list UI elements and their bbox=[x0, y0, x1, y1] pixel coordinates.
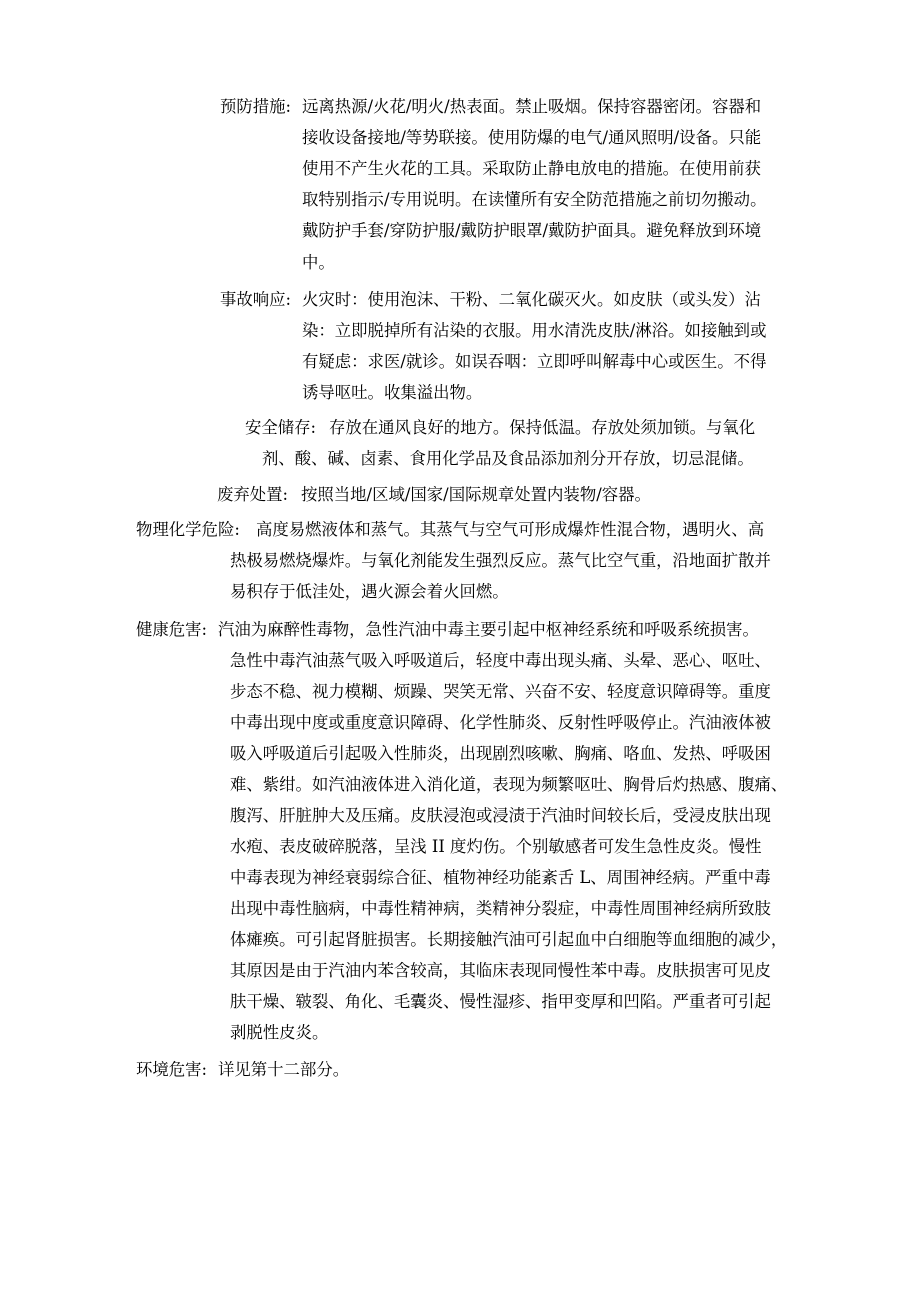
precaution-text-line: 戴防护手套/穿防护服/戴防护眼罩/戴防护面具。避免释放到环境 bbox=[302, 221, 762, 240]
health-label: 健康危害: bbox=[136, 620, 208, 639]
health-text-line: 腹泻、肝脏肿大及压痛。皮肤浸泡或浸渍于汽油时间较长后，受浸皮肤出现 bbox=[230, 806, 771, 825]
precaution-text-line: 使用不产生火花的工具。采取防止静电放电的措施。在使用前获 bbox=[302, 159, 761, 178]
precaution-text-line: 中。 bbox=[302, 253, 335, 272]
storage-label: 安全储存: bbox=[245, 418, 317, 437]
health-text-line: 出现中毒性脑病，中毒性精神病，类精神分裂症，中毒性周围神经病所致肢 bbox=[230, 899, 771, 918]
physchem-text-line: 热极易燃烧爆炸。与氧化剂能发生强烈反应。蒸气比空气重，沿地面扩散并 bbox=[230, 551, 771, 570]
health-text-line: 中毒出现中度或重度意识障碍、化学性肺炎、反射性呼吸停止。汽油液体被 bbox=[230, 713, 771, 732]
environment-label: 环境危害: bbox=[136, 1060, 208, 1079]
disposal-label: 废弃处置: bbox=[217, 485, 289, 504]
precaution-text-line: 取特别指示/专用说明。在读懂所有安全防范措施之前切勿搬动。 bbox=[302, 190, 767, 209]
health-text-line: 难、紫绀。如汽油液体进入消化道，表现为频繁呕吐、胸骨后灼热感、腹痛、 bbox=[230, 775, 788, 794]
physchem-text-line: 高度易燃液体和蒸气。其蒸气与空气可形成爆炸性混合物，遇明火、高 bbox=[256, 520, 765, 539]
disposal-text-line: 按照当地/区域/国家/国际规章处置内装物/容器。 bbox=[301, 485, 651, 504]
health-text-line: 汽油为麻醉性毒物，急性汽油中毒主要引起中枢神经系统和呼吸系统损害。 bbox=[218, 620, 759, 639]
health-text-line: 中毒表现为神经衰弱综合征、植物神经功能紊舌 L、周围神经病。严重中毒 bbox=[230, 868, 771, 887]
health-text-line: 水疱、表皮破碎脱落，呈浅 II 度灼伤。个别敏感者可发生急性皮炎。慢性 bbox=[230, 837, 762, 856]
health-text-line: 吸入呼吸道后引起吸入性肺炎，出现剧烈咳嗽、胸痛、咯血、发热、呼吸困 bbox=[230, 744, 771, 763]
response-label: 事故响应: bbox=[220, 290, 292, 309]
storage-text-line: 剂、酸、碱、卤素、食用化学品及食品添加剂分开存放，切忌混储。 bbox=[262, 449, 754, 468]
health-text-line: 其原因是由于汽油内苯含较高，其临床表现同慢性苯中毒。皮肤损害可见皮 bbox=[230, 961, 771, 980]
precaution-label: 预防措施: bbox=[220, 97, 292, 116]
response-text-line: 有疑虑：求医/就诊。如误吞咽：立即呼叫解毒中心或医生。不得 bbox=[302, 352, 767, 371]
environment-text-line: 详见第十二部分。 bbox=[218, 1060, 350, 1079]
health-text-line: 肤干燥、皲裂、角化、毛囊炎、慢性湿疹、指甲变厚和凹陷。严重者可引起 bbox=[230, 992, 771, 1011]
precaution-text-line: 接收设备接地/等势联接。使用防爆的电气/通风照明/设备。只能 bbox=[302, 128, 762, 147]
physchem-label: 物理化学危险: bbox=[136, 520, 240, 539]
response-text-line: 诱导呕吐。收集溢出物。 bbox=[302, 383, 483, 402]
precaution-text-line: 远离热源/火花/明火/热表面。禁止吸烟。保持容器密闭。容器和 bbox=[302, 97, 762, 116]
response-text-line: 火灾时：使用泡沫、干粉、二氧化碳灭火。如皮肤（或头发）沾 bbox=[302, 290, 761, 309]
health-text-line: 剥脱性皮炎。 bbox=[230, 1023, 329, 1042]
health-text-line: 急性中毒汽油蒸气吸入呼吸道后，轻度中毒出现头痛、头晕、恶心、呕吐、 bbox=[230, 651, 771, 670]
storage-text-line: 存放在通风良好的地方。保持低温。存放处须加锁。与氧化 bbox=[329, 418, 756, 437]
health-text-line: 体瘫痪。可引起肾脏损害。长期接触汽油可引起血中白细胞等血细胞的减少， bbox=[230, 930, 788, 949]
physchem-text-line: 易积存于低洼处，遇火源会着火回燃。 bbox=[230, 582, 509, 601]
response-text-line: 染：立即脱掉所有沾染的衣服。用水清洗皮肤/淋浴。如接触到或 bbox=[302, 321, 767, 340]
health-text-line: 步态不稳、视力模糊、烦躁、哭笑无常、兴奋不安、轻度意识障碍等。重度 bbox=[230, 682, 771, 701]
